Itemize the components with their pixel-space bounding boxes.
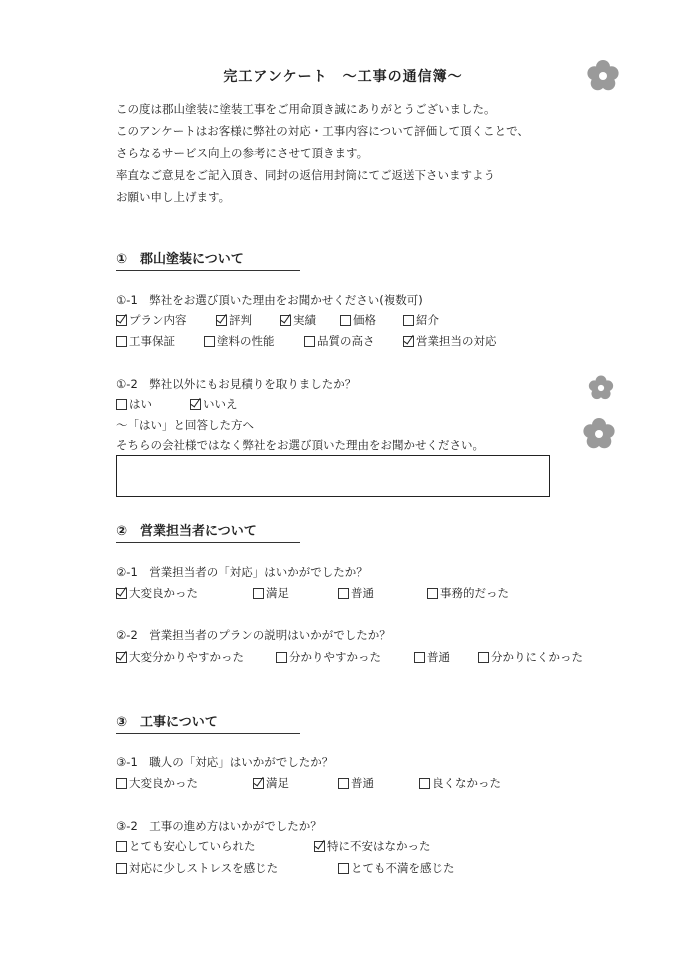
checkbox[interactable] xyxy=(116,336,127,347)
option-average[interactable]: 普通 xyxy=(414,649,450,665)
option-some-stress[interactable]: 対応に少しストレスを感じた xyxy=(116,860,278,876)
checkbox[interactable] xyxy=(419,778,430,789)
option-very-good[interactable]: 大変良かった xyxy=(116,585,198,601)
checkbox[interactable] xyxy=(280,315,291,326)
option-referral[interactable]: 紹介 xyxy=(403,312,439,328)
section-1-heading: ① 郡山塗装について xyxy=(116,248,300,271)
checkbox[interactable] xyxy=(116,315,127,326)
intro-line: 率直なご意見をご記入頂き、同封の返信用封筒にてご返送下さいますよう xyxy=(116,168,496,182)
checkbox[interactable] xyxy=(414,652,425,663)
checkbox[interactable] xyxy=(403,336,414,347)
option-no-worries[interactable]: 特に不安はなかった xyxy=(314,838,431,854)
answer-box[interactable] xyxy=(116,455,550,497)
checkbox[interactable] xyxy=(338,863,349,874)
option-quality[interactable]: 品質の高さ xyxy=(304,333,375,349)
option-paint-performance[interactable]: 塗料の性能 xyxy=(204,333,275,349)
checkbox[interactable] xyxy=(204,336,215,347)
option-not-good[interactable]: 良くなかった xyxy=(419,775,501,791)
checkbox[interactable] xyxy=(478,652,489,663)
checkbox[interactable] xyxy=(276,652,287,663)
checkbox[interactable] xyxy=(338,588,349,599)
question-3-1: ③-1 職人の「対応」はいかがでしたか？ xyxy=(116,755,334,769)
intro-line: さらなるサービス向上の参考にさせて頂きます。 xyxy=(116,146,369,160)
question-2-1: ②-1 営業担当者の「対応」はいかがでしたか？ xyxy=(116,565,368,579)
followup-note: ～「はい」と回答した方へ xyxy=(116,418,254,432)
flower-icon xyxy=(587,374,615,402)
checkbox[interactable] xyxy=(116,399,127,410)
option-satisfied[interactable]: 満足 xyxy=(253,775,289,791)
section-2-heading: ② 営業担当者について xyxy=(116,520,300,543)
option-no[interactable]: いいえ xyxy=(190,396,238,412)
checkbox[interactable] xyxy=(190,399,201,410)
checkbox[interactable] xyxy=(427,588,438,599)
intro-line: お願い申し上げます。 xyxy=(116,190,231,204)
flower-icon xyxy=(581,416,617,452)
option-yes[interactable]: はい xyxy=(116,396,152,412)
option-average[interactable]: 普通 xyxy=(338,585,374,601)
option-price[interactable]: 価格 xyxy=(340,312,376,328)
followup-question: そちらの会社様ではなく弊社をお選び頂いた理由をお聞かせください。 xyxy=(116,438,484,452)
question-1-2: ①-2 弊社以外にもお見積りを取りましたか？ xyxy=(116,377,357,391)
intro-line: この度は郡山塗装に塗装工事をご用命頂き誠にありがとうございました。 xyxy=(116,102,496,116)
checkbox[interactable] xyxy=(116,588,127,599)
intro-text xyxy=(116,98,529,208)
question-1-1: ①-1 弊社をお選び頂いた理由をお聞かせください(複数可) xyxy=(116,293,423,307)
option-very-reassured[interactable]: とても安心していられた xyxy=(116,838,256,854)
option-very-dissatisfied[interactable]: とても不満を感じた xyxy=(338,860,455,876)
option-warranty[interactable]: 工事保証 xyxy=(116,333,175,349)
option-track-record[interactable]: 実績 xyxy=(280,312,316,328)
option-satisfied[interactable]: 満足 xyxy=(253,585,289,601)
option-clear[interactable]: 分かりやすかった xyxy=(276,649,381,665)
intro-line: このアンケートはお客様に弊社の対応・工事内容について評価して頂くことで、 xyxy=(116,124,529,138)
question-3-2: ③-2 工事の進め方はいかがでしたか？ xyxy=(116,819,322,833)
checkbox[interactable] xyxy=(116,863,127,874)
option-average[interactable]: 普通 xyxy=(338,775,374,791)
checkbox[interactable] xyxy=(340,315,351,326)
option-unclear[interactable]: 分かりにくかった xyxy=(478,649,583,665)
option-businesslike[interactable]: 事務的だった xyxy=(427,585,509,601)
option-reputation[interactable]: 評判 xyxy=(216,312,252,328)
checkbox[interactable] xyxy=(403,315,414,326)
checkbox[interactable] xyxy=(116,652,127,663)
checkbox[interactable] xyxy=(304,336,315,347)
checkbox[interactable] xyxy=(338,778,349,789)
checkbox[interactable] xyxy=(216,315,227,326)
checkbox[interactable] xyxy=(253,588,264,599)
option-sales-rep[interactable]: 営業担当の対応 xyxy=(403,333,497,349)
checkbox[interactable] xyxy=(116,778,127,789)
option-very-good[interactable]: 大変良かった xyxy=(116,775,198,791)
page-title: 完工アンケート ～工事の通信簿～ xyxy=(223,69,463,85)
option-plan[interactable]: プラン内容 xyxy=(116,312,187,328)
checkbox[interactable] xyxy=(116,841,127,852)
question-2-2: ②-2 営業担当者のプランの説明はいかがでしたか？ xyxy=(116,628,391,642)
checkbox[interactable] xyxy=(314,841,325,852)
checkbox[interactable] xyxy=(253,778,264,789)
option-very-clear[interactable]: 大変分かりやすかった xyxy=(116,649,244,665)
section-3-heading: ③ 工事について xyxy=(116,711,300,734)
